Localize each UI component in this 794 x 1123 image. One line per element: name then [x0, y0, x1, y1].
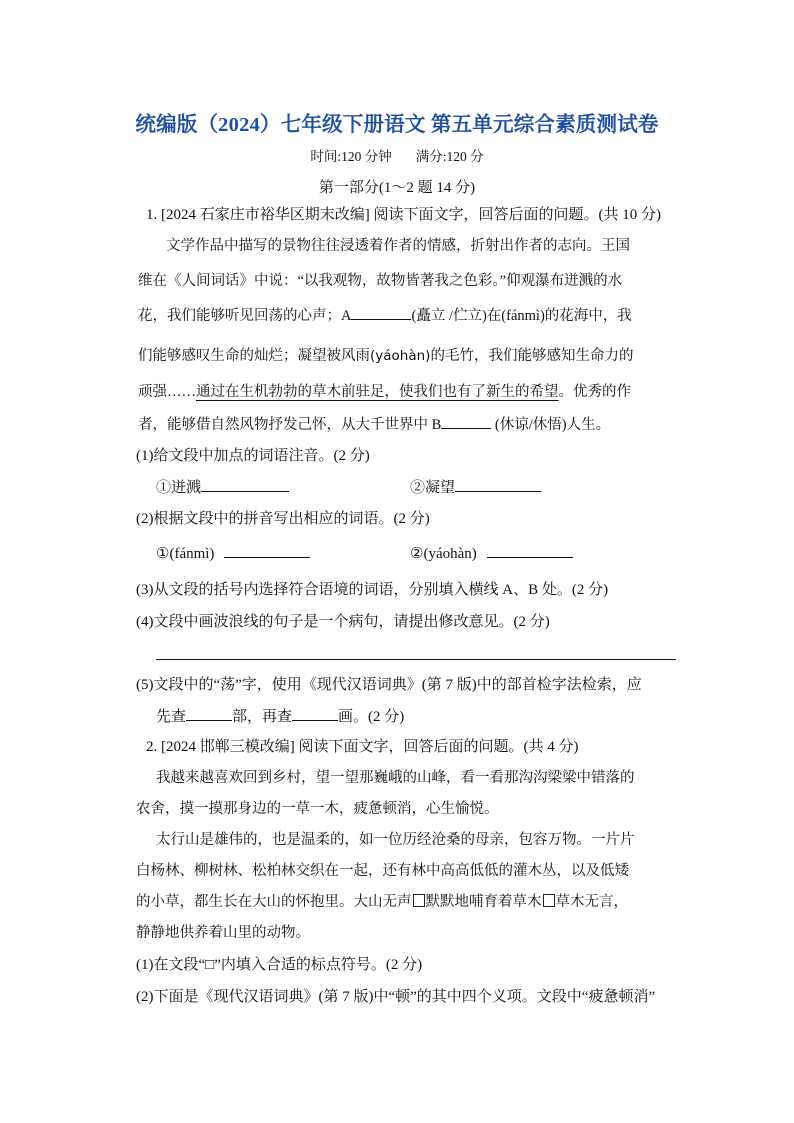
- punctuation-box-2[interactable]: [543, 894, 555, 907]
- q2-passage-text-3: 草木无言，: [555, 894, 628, 910]
- q1-s2-item-b: [410, 543, 573, 564]
- q1-s2-item-a-label: ①(fánmì): [156, 546, 215, 562]
- q1-s4-answer-line[interactable]: [156, 659, 676, 660]
- exam-score: 满分:120 分: [415, 149, 484, 164]
- q1-passage-line-3-rest: (矗立 /伫立)在(fánmì)的花海中，我: [411, 308, 632, 324]
- answer-blank-radical[interactable]: [186, 706, 232, 721]
- q1-passage-line-3: [138, 305, 632, 326]
- q1-s5-text-3: 画。(2 分): [338, 709, 405, 725]
- exam-meta: [0, 145, 794, 165]
- q1-subquestion-5-line-2: [156, 706, 404, 727]
- answer-blank-yaohan[interactable]: [487, 543, 573, 558]
- q2-passage-text-2: 默默地哺育着草木: [425, 894, 542, 910]
- punctuation-box-1[interactable]: [413, 894, 425, 907]
- q1-subquestion-2: (2)根据文段中的拼音写出相应的词语。(2 分): [136, 511, 430, 527]
- q1-stem: 1. [2024 石家庄市裕华区期末改编] 阅读下面文字，回答后面的问题。(共 10 分): [146, 207, 661, 223]
- q1-s2-item-a: [156, 543, 310, 564]
- q2-passage-p2-line-2: 白杨林、柳树林、松柏林交织在一起，还有林中高高低低的灌木丛，以及低矮: [136, 863, 629, 879]
- q1-s5-text-1: 先查: [156, 709, 187, 725]
- q1-subquestion-5: (5)文段中的“荡”字，使用《现代汉语词典》(第 7 版)中的部首检字法检索，应: [136, 677, 642, 693]
- q1-s1-item-a: [156, 477, 289, 498]
- q1-s5-text-2: 部，再查: [232, 709, 293, 725]
- q1-subquestion-3: (3)从文段的括号内选择符合语境的词语，分别填入横线 A、B 处。(2 分): [136, 582, 609, 598]
- q1-passage-line-4: [138, 346, 633, 366]
- q1-passage-line-5: [138, 382, 631, 402]
- q1-passage-line-4-text: 们能够感叹生命的灿烂；凝望被风雨: [138, 348, 370, 364]
- q1-passage-line-5-text: 顽强……: [138, 384, 196, 400]
- answer-blank-fanmi[interactable]: [224, 543, 310, 558]
- answer-blank-bengjian[interactable]: [201, 477, 289, 492]
- q2-subquestion-2: (2)下面是《现代汉语词典》(第 7 版)中“顿”的其中四个义项。文段中“疲惫顿消”: [136, 989, 656, 1005]
- q1-pinyin-yaohan: (yáohàn): [370, 348, 431, 364]
- q1-s1-item-b: [410, 477, 541, 498]
- q2-passage-p2-line-1: 太行山是雄伟的，也是温柔的，如一位历经沧桑的母亲，包容万物。一片片: [156, 832, 635, 848]
- q1-s1-item-a-label: ①迸溅: [156, 480, 202, 496]
- q1-s1-item-b-label: ②凝望: [410, 480, 456, 496]
- q1-passage-line-4-rest: 的毛竹，我们能够感知生命力的: [430, 348, 634, 364]
- q2-passage-p1-line-1: 我越来越喜欢回到乡村，望一望那巍峨的山峰，看一看那沟沟梁梁中错落的: [156, 770, 635, 786]
- q1-passage-line-6-text: 者，能够借自然风物抒发己怀，从大千世界中 B: [138, 417, 442, 433]
- q1-passage-line-6: [138, 414, 610, 435]
- q1-s2-item-b-label: ②(yáohàn): [410, 546, 477, 562]
- q1-subquestion-4: (4)文段中画波浪线的句子是一个病句，请提出修改意见。(2 分): [136, 614, 550, 630]
- q1-passage-line-1: 文学作品中描写的景物往往浸透着作者的情感，折射出作者的志向。王国: [166, 238, 630, 254]
- part-one-heading: 第一部分(1～2 题 14 分): [318, 180, 476, 196]
- answer-blank-strokes[interactable]: [292, 706, 338, 721]
- q1-passage-line-3-text: 花，我们能够听见回荡的心声；A: [138, 308, 352, 324]
- blank-a[interactable]: [351, 305, 411, 320]
- answer-blank-ningwang[interactable]: [455, 477, 541, 492]
- q1-passage-line-6-rest: (休谅/休悟)人生。: [491, 417, 611, 433]
- q2-passage-text-1: 的小草，都生长在大山的怀抱里。大山无声: [136, 894, 412, 910]
- q2-passage-p1-line-2: 农舍，摸一摸那身边的一草一木，疲惫顿消，心生愉悦。: [136, 801, 499, 817]
- blank-b[interactable]: [441, 414, 491, 429]
- q2-passage-p2-line-3: [136, 892, 628, 912]
- q1-subquestion-1: (1)给文段中加点的词语注音。(2 分): [136, 448, 370, 464]
- q2-stem: 2. [2024 邯郸三模改编] 阅读下面文字，回答后面的问题。(共 4 分): [146, 739, 579, 755]
- exam-time: 时间:120 分钟: [310, 149, 392, 164]
- q1-passage-line-5-rest: 。优秀的作: [558, 384, 631, 400]
- q2-passage-p2-line-4: 静静地供养着山里的动物。: [136, 925, 310, 941]
- wavy-underlined-sentence: 通过在生机勃勃的草木前驻足，使我们也有了新生的希望: [196, 384, 559, 400]
- q1-passage-line-2: 维在《人间词话》中说：“以我观物，故物皆著我之色彩。”仰观瀑布迸溅的水: [138, 273, 623, 289]
- exam-title: 统编版（2024）七年级下册语文 第五单元综合素质测试卷: [135, 114, 659, 136]
- q2-subquestion-1: (1)在文段“□”内填入合适的标点符号。(2 分): [136, 957, 423, 973]
